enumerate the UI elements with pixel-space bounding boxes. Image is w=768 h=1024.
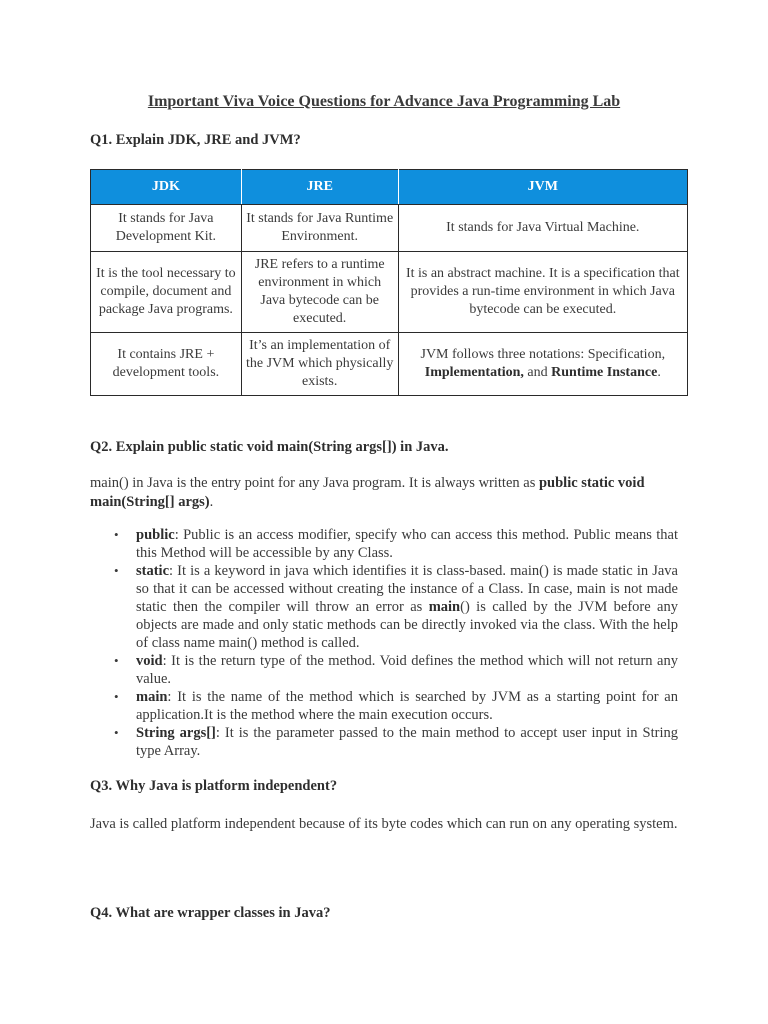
q3-answer: Java is called platform independent because of its byte codes which can run on any operating system. <box>90 816 678 832</box>
q4-heading: Q4. What are wrapper classes in Java? <box>90 905 331 921</box>
table-header-row <box>91 170 688 205</box>
list-item: • main: It is the name of the method which is searched by JVM as a starting point for an application.It is the method where the main execution occurs. <box>90 688 678 724</box>
list-item: • public: Public is an access modifier, specify who can access this method. Public means that this Method will be accessible by any Class. <box>90 526 678 562</box>
table-row <box>91 333 688 396</box>
table-cell: It contains JRE + development tools. <box>91 333 242 396</box>
table-header-jre: JRE <box>241 170 398 205</box>
q1-heading: Q1. Explain JDK, JRE and JVM? <box>90 132 301 148</box>
table-cell: It is the tool necessary to compile, document and package Java programs. <box>91 252 242 333</box>
table-cell: It stands for Java Virtual Machine. <box>398 205 687 252</box>
table-header-jdk: JDK <box>91 170 242 205</box>
table-row <box>91 205 688 252</box>
table-cell: JRE refers to a runtime environment in which Java bytecode can be executed. <box>241 252 398 333</box>
table-cell: It is an abstract machine. It is a specification that provides a run-time environment in which Java bytecode can be executed. <box>398 252 687 333</box>
q2-bullet-list <box>90 526 678 760</box>
q2-intro: main() in Java is the entry point for any Java program. It is always written as public static void main(String[] args). <box>90 475 645 510</box>
jdk-jre-jvm-table <box>90 169 688 396</box>
q3-heading: Q3. Why Java is platform independent? <box>90 778 338 794</box>
q2-heading: Q2. Explain public static void main(String args[]) in Java. <box>90 439 449 455</box>
table-cell: It stands for Java Runtime Environment. <box>241 205 398 252</box>
table-cell: It’s an implementation of the JVM which physically exists. <box>241 333 398 396</box>
list-item: • String args[]: It is the parameter passed to the main method to accept user input in String type Array. <box>90 724 678 760</box>
list-item: • static: It is a keyword in java which identifies it is class-based. main() is made static in Java so that it can be accessed without creating the instance of a Class. In case, main is not made static then the compiler will throw an error as main() is called by the JVM before any objects are made and only static methods can be directly invoked via the class. With the help of class name main() method is called. <box>90 562 678 652</box>
list-item: • void: It is the return type of the method. Void defines the method which will not return any value. <box>90 652 678 688</box>
page-title: Important Viva Voice Questions for Advance Java Programming Lab <box>147 93 621 110</box>
table-row <box>91 252 688 333</box>
table-cell: It stands for Java Development Kit. <box>91 205 242 252</box>
table-header-jvm: JVM <box>398 170 687 205</box>
table-cell-jvm-notations: JVM follows three notations: Specification, Implementation, and Runtime Instance. <box>398 333 687 396</box>
